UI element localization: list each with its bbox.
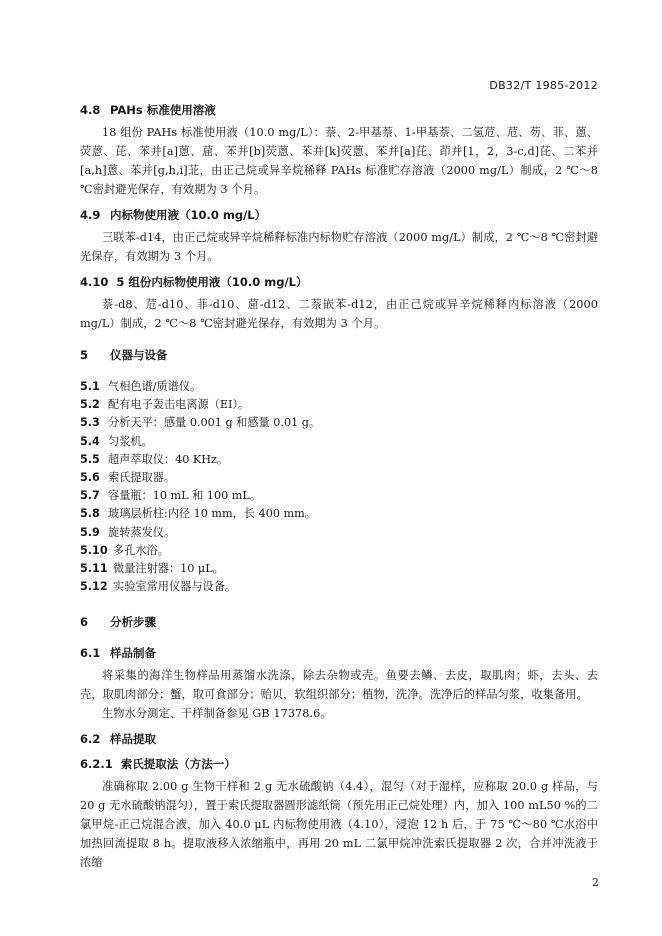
list-item bbox=[80, 505, 598, 523]
item-number: 5.9 bbox=[80, 525, 100, 539]
equipment-list bbox=[80, 378, 598, 596]
list-item bbox=[80, 414, 598, 432]
item-number: 5.8 bbox=[80, 507, 100, 521]
item-number: 5.1 bbox=[80, 380, 100, 393]
item-number: 5.7 bbox=[80, 489, 100, 503]
page-number: 2 bbox=[592, 876, 599, 889]
paragraph-4-8: 18 组份 PAHs 标准使用液（10.0 mg/L）：萘、2-甲基萘、1-甲基萘、二氢苊、苊、芴、菲、蒽、荧蒽、芘、苯并[a]蒽、䓛、苯并[b]荧蒽、苯并[k]荧蒽、苯并[a]芘、茚并[1，2，3-c,d]芘、二苯并[a,h]蒽、苯并[g,h,i]苝，由正己烷或异辛烷稀释 PAHs 标准贮存溶液（2000 mg/L）制成，2 ℃～8 ℃密封避光保存，有效期为 3 个月。 bbox=[80, 126, 598, 196]
heading-4-9 bbox=[80, 207, 598, 224]
list-item bbox=[80, 378, 598, 396]
item-number: 5.6 bbox=[80, 471, 100, 485]
list-item bbox=[80, 487, 598, 505]
item-number: 5.12 bbox=[80, 580, 108, 594]
item-number: 5.10 bbox=[80, 543, 108, 557]
heading-4-10 bbox=[80, 274, 598, 291]
heading-number: 4.10 bbox=[80, 275, 109, 289]
item-text: 玻璃层析柱:内径 10 mm，长 400 mm。 bbox=[108, 507, 316, 521]
list-item bbox=[80, 433, 598, 451]
list-item bbox=[80, 396, 598, 414]
heading-number: 6.2 bbox=[80, 732, 101, 747]
document-body bbox=[80, 102, 598, 872]
item-number: 5.4 bbox=[80, 434, 100, 448]
list-item bbox=[80, 578, 598, 596]
heading-title: 样品制备 bbox=[110, 646, 156, 661]
item-text: 气相色谱/质谱仪。 bbox=[108, 380, 202, 393]
heading-6-1 bbox=[80, 645, 598, 662]
heading-title: 样品提取 bbox=[110, 732, 156, 747]
item-text: 分析天平：感量 0.001 g 和感量 0.01 g。 bbox=[108, 416, 321, 430]
item-text: 微量注射器：10 μL。 bbox=[113, 562, 224, 576]
list-item bbox=[80, 469, 598, 487]
heading-number: 6.1 bbox=[80, 646, 101, 661]
heading-title: PAHs 标准使用溶液 bbox=[110, 103, 216, 117]
item-text: 实验室常用仪器与设备。 bbox=[113, 580, 237, 594]
list-item bbox=[80, 451, 598, 469]
item-text: 超声萃取仪：40 KHz。 bbox=[108, 452, 229, 466]
standard-code: DB32/T 1985-2012 bbox=[489, 79, 598, 92]
item-text: 多孔水浴。 bbox=[113, 543, 169, 557]
heading-title: 分析步骤 bbox=[110, 615, 156, 630]
heading-6 bbox=[80, 614, 598, 631]
paragraph-6-2-1: 准确称取 2.00 g 生物干样和 2 g 无水硫酸钠（4.4），混匀（对于湿样，应称取 20.0 g 样品，与 20 g 无水硫酸钠混匀），置于索氏提取器圆形滤纸筒（预先用正己烷处理）内，加入 100 mL50 %的二氯甲烷-正己烷混合液，加入 40.0 μL 内标物使用液（4.10），浸泡 12 h 后，于 75 ℃～80 ℃水浴中加热回流提取 8 h。提取液移入浓缩瓶中，再用 20 mL 二氯甲烷冲洗索氏提取器 2 次，合并冲洗液于浓缩 bbox=[80, 780, 598, 870]
heading-title: 内标物使用液（10.0 mg/L） bbox=[110, 208, 267, 222]
item-text: 容量瓶：10 mL 和 100 mL。 bbox=[108, 489, 262, 503]
heading-6-2-1 bbox=[80, 756, 598, 773]
item-number: 5.2 bbox=[80, 398, 100, 412]
item-number: 5.11 bbox=[80, 562, 108, 576]
heading-5 bbox=[80, 347, 598, 364]
item-text: 配有电子轰击电离源（EI）。 bbox=[108, 398, 250, 412]
paragraph-6-1-a: 将采集的海洋生物样品用蒸馏水洗涤，除去杂物或壳。鱼要去鳞、去皮，取肌肉；虾，去头、去壳，取肌肉部分；蟹，取可食部分；贻贝，软组织部分；植物，洗净。洗净后的样品匀浆，收集备用。 bbox=[80, 669, 598, 702]
heading-title: 仪器与设备 bbox=[110, 348, 168, 362]
heading-4-8 bbox=[80, 102, 598, 119]
list-item bbox=[80, 524, 598, 542]
item-number: 5.3 bbox=[80, 416, 100, 430]
item-text: 匀浆机。 bbox=[108, 434, 153, 448]
list-item bbox=[80, 542, 598, 560]
item-text: 旋转蒸发仪。 bbox=[108, 525, 176, 539]
heading-number: 6.2.1 bbox=[80, 757, 113, 772]
heading-title: 5 组份内标物使用液（10.0 mg/L） bbox=[116, 275, 308, 289]
heading-number: 6 bbox=[80, 615, 89, 630]
item-text: 索氏提取器。 bbox=[108, 471, 176, 485]
heading-6-2 bbox=[80, 731, 598, 748]
heading-title: 索氏提取法（方法一） bbox=[120, 757, 236, 772]
item-number: 5.5 bbox=[80, 452, 100, 466]
heading-number: 4.8 bbox=[80, 103, 101, 117]
list-item bbox=[80, 560, 598, 578]
heading-number: 4.9 bbox=[80, 208, 101, 222]
paragraph-4-10: 萘-d8、苊-d10、菲-d10、䓛-d12、二萘嵌苯-d12，由正己烷或异辛烷稀释内标溶液（2000 mg/L）制成，2 ℃～8 ℃密封避光保存，有效期为 3 个月。 bbox=[80, 298, 598, 330]
paragraph-6-1-b: 生物水分测定、干样制备参见 GB 17378.6。 bbox=[102, 707, 332, 721]
heading-number: 5 bbox=[80, 348, 89, 362]
paragraph-4-9: 三联苯-d14，由正己烷或异辛烷稀释标准内标物贮存溶液（2000 mg/L）制成，2 ℃～8 ℃密封避光保存，有效期为 3 个月。 bbox=[80, 231, 598, 263]
